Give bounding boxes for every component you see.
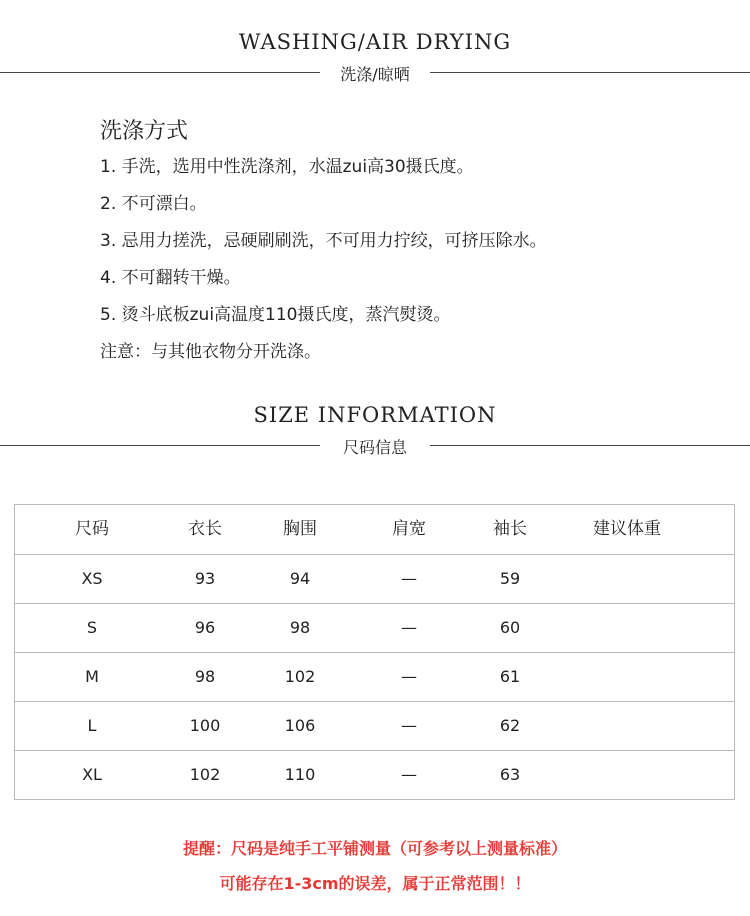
cell-chest: 102 bbox=[284, 667, 316, 686]
table-header-row bbox=[15, 505, 734, 554]
measurement-note: 提醒：尺码是纯手工平铺测量（可参考以上测量标准） bbox=[182, 839, 567, 858]
cell-length: 93 bbox=[194, 569, 216, 588]
washing-item: 4. 不可翻转干燥。 bbox=[100, 268, 241, 288]
cell-size: L bbox=[87, 716, 97, 735]
cell-shoulder: — bbox=[401, 618, 417, 637]
table-row bbox=[15, 750, 734, 799]
washing-item: 5. 烫斗底板zui高温度110摄氏度，蒸汽熨烫。 bbox=[100, 305, 451, 325]
header-length: 衣长 bbox=[188, 519, 222, 539]
washing-instructions bbox=[100, 152, 547, 374]
cell-sleeve: 61 bbox=[499, 667, 521, 686]
header-chest: 胸围 bbox=[283, 519, 317, 539]
cell-sleeve: 62 bbox=[499, 716, 521, 735]
cell-size: XL bbox=[82, 765, 102, 784]
table-row bbox=[15, 652, 734, 701]
header-size: 尺码 bbox=[75, 519, 109, 539]
cell-shoulder: — bbox=[401, 667, 417, 686]
washing-heading: 洗涤方式 bbox=[100, 119, 189, 144]
table-row bbox=[15, 603, 734, 652]
washing-item: 3. 忌用力搓洗，忌硬刷刷洗，不可用力拧绞，可挤压除水。 bbox=[100, 231, 547, 251]
cell-length: 96 bbox=[194, 618, 216, 637]
cell-shoulder: — bbox=[401, 765, 417, 784]
cell-shoulder: — bbox=[401, 716, 417, 735]
size-title-en: SIZE INFORMATION bbox=[253, 403, 497, 427]
cell-chest: 94 bbox=[289, 569, 311, 588]
header-weight: 建议体重 bbox=[593, 519, 661, 539]
cell-chest: 110 bbox=[284, 765, 316, 784]
washing-title-en: WASHING/AIR DRYING bbox=[238, 30, 512, 54]
washing-item: 1. 手洗，选用中性洗涤剂，水温zui高30摄氏度。 bbox=[100, 157, 474, 177]
cell-sleeve: 60 bbox=[499, 618, 521, 637]
washing-note: 注意：与其他衣物分开洗涤。 bbox=[100, 342, 321, 362]
cell-sleeve: 63 bbox=[499, 765, 521, 784]
size-title-cn: 尺码信息 bbox=[342, 438, 407, 457]
cell-length: 102 bbox=[189, 765, 221, 784]
cell-chest: 106 bbox=[284, 716, 316, 735]
cell-length: 98 bbox=[194, 667, 216, 686]
cell-size: S bbox=[86, 618, 98, 637]
cell-length: 100 bbox=[189, 716, 221, 735]
cell-sleeve: 59 bbox=[499, 569, 521, 588]
cell-shoulder: — bbox=[401, 569, 417, 588]
tolerance-note: 可能存在1-3cm的误差，属于正常范围！！ bbox=[219, 874, 531, 893]
washing-title-cn: 洗涤/晾晒 bbox=[340, 65, 410, 84]
cell-size: M bbox=[85, 667, 99, 686]
size-table bbox=[14, 504, 735, 800]
table-row bbox=[15, 554, 734, 603]
header-shoulder: 肩宽 bbox=[392, 519, 426, 539]
washing-item: 2. 不可漂白。 bbox=[100, 194, 207, 214]
cell-chest: 98 bbox=[289, 618, 311, 637]
cell-size: XS bbox=[81, 569, 103, 588]
header-sleeve: 袖长 bbox=[493, 519, 527, 539]
table-row bbox=[15, 701, 734, 750]
